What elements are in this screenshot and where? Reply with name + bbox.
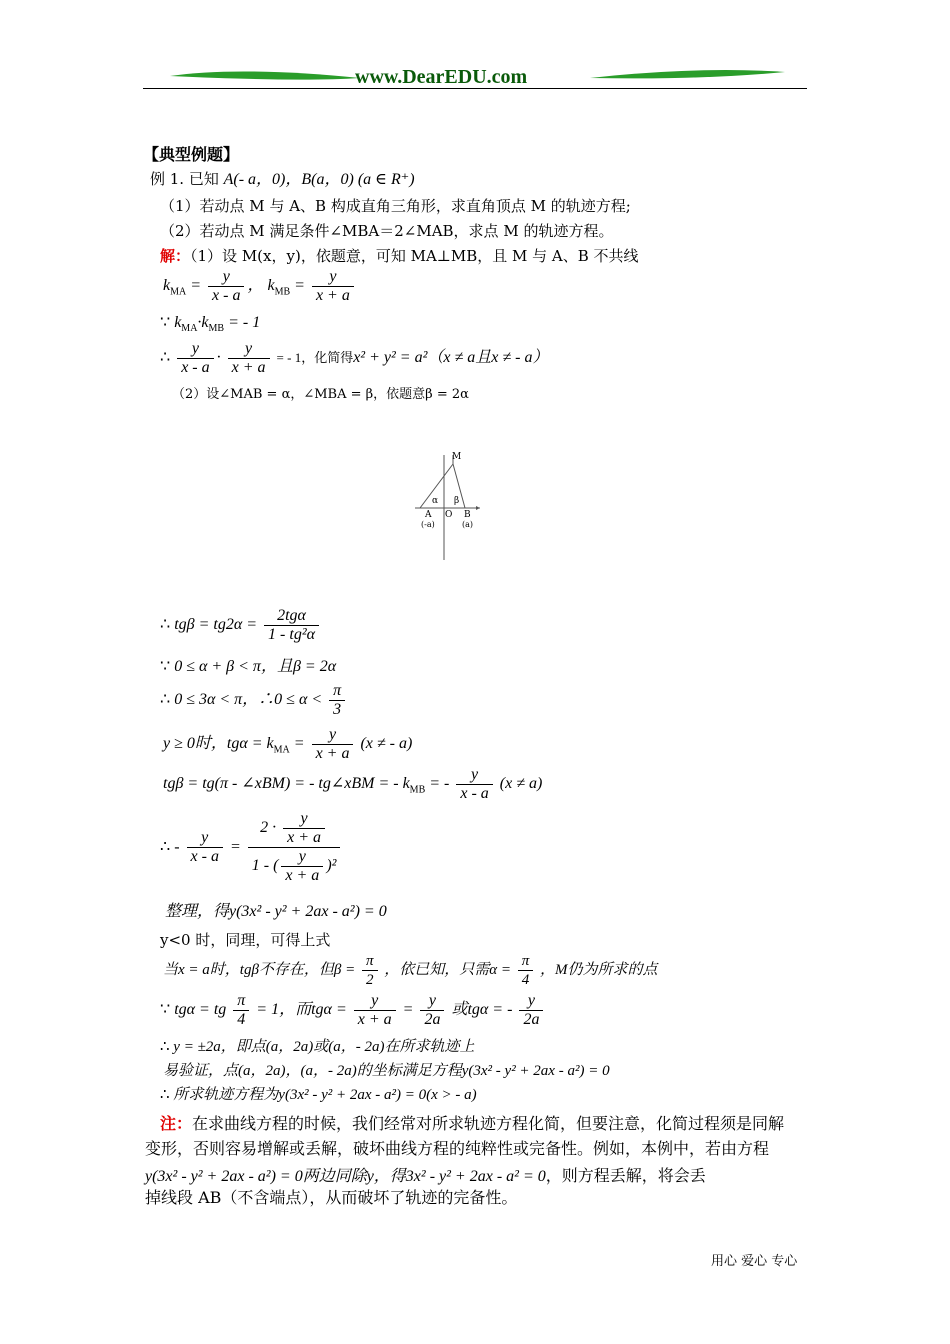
product-equals: = - 1 bbox=[228, 314, 261, 331]
y-nonneg-tail: (x ≠ - a) bbox=[360, 735, 413, 753]
pi-over-2 bbox=[362, 952, 378, 989]
fraction-denominator: x + a bbox=[285, 867, 320, 884]
tg-beta-tail: (x ≠ a) bbox=[499, 775, 543, 793]
tg-beta-line: tgβ = tg(π - ∠xBM) = - tg∠xBM = - $k_{MB}$ = - $\frac{y}{x - a}$ (x ≠ a) bbox=[163, 766, 543, 802]
fraction-denominator: 3 bbox=[333, 701, 342, 718]
tg-check-b: = 1，而tgα = bbox=[256, 1001, 347, 1019]
figure-label-b: B bbox=[464, 510, 471, 520]
example-intro bbox=[150, 169, 415, 190]
fraction-numerator: π bbox=[233, 992, 249, 1011]
because-symbol: ∵ bbox=[160, 1001, 171, 1019]
fraction-y-x-plus-a bbox=[354, 992, 396, 1029]
product-equation: ∴ $\frac{y}{x - a}$ · $\frac{y}{x + a}$ = - 1，化简得x² + y² = a²（x ≠ a且x ≠ - a） bbox=[160, 340, 549, 376]
final-answer-line bbox=[160, 1085, 477, 1105]
y-pm-line bbox=[160, 1037, 475, 1057]
figure-label-m: M bbox=[452, 452, 462, 462]
fraction-denominator: x + a bbox=[231, 359, 266, 376]
inner-fraction bbox=[283, 810, 325, 847]
fraction-numerator: π bbox=[329, 682, 345, 701]
fraction-kmb bbox=[312, 268, 354, 305]
fraction-denominator: 2a bbox=[424, 1011, 441, 1028]
big-denominator bbox=[248, 848, 341, 885]
perpendicular-condition: ∵ $k_{MA}\cdot k_{MB}$ = - 1 bbox=[160, 314, 261, 335]
figure-label-beta: β bbox=[454, 496, 460, 506]
fraction-numerator: y bbox=[312, 726, 354, 745]
or-tg-text: 或tgα = - bbox=[451, 1001, 513, 1019]
fraction-denominator: x - a bbox=[190, 848, 219, 865]
slope-definitions: $k_{MA}$ = $\frac{y}{x - a}$ ， $k_{MB}$ = $\frac{y}{x + a}$ bbox=[163, 268, 357, 305]
range-1-text: 0 ≤ α + β < π，且β = 2α bbox=[174, 658, 337, 675]
range-line-1 bbox=[160, 657, 336, 677]
figure-svg bbox=[415, 450, 505, 565]
double-angle-lhs: tgβ = tg2α = bbox=[174, 616, 258, 634]
y-negative-line: y<0 时，同理，可得上式 bbox=[160, 931, 331, 949]
tg-beta-text: tgβ = tg(π - ∠xBM) = - tg∠xBM = - k bbox=[163, 775, 410, 793]
fraction-y-over-x-minus-a bbox=[456, 766, 492, 803]
k-symbol: k bbox=[174, 314, 182, 331]
logo-text[interactable]: www.DearEDU.com bbox=[355, 66, 528, 88]
two-dot: 2 · bbox=[260, 819, 277, 837]
big-numerator bbox=[248, 810, 341, 848]
k-symbol: k bbox=[163, 277, 171, 295]
range-line-2 bbox=[160, 682, 348, 719]
figure-label-a-coord: (-a) bbox=[421, 520, 435, 529]
note-line-4: 掉线段 AB（不含端点），从而破坏了轨迹的完备性。 bbox=[145, 1188, 518, 1207]
solution-part2-intro: （2）设∠MAB = α，∠MBA = β，依题意β = 2α bbox=[172, 387, 469, 402]
therefore-symbol: ∴ bbox=[160, 616, 171, 634]
fraction-denominator: 1 - tg²α bbox=[268, 626, 316, 643]
range-2-text: 0 ≤ 3α < π，∴0 ≤ α < bbox=[174, 691, 323, 709]
final-answer-text: 所求轨迹方程为y(3x² - y² + 2ax - a²) = 0(x > - a) bbox=[173, 1087, 477, 1103]
x-equals-a-line bbox=[163, 952, 658, 989]
figure-label-o: O bbox=[445, 510, 453, 520]
lhs-fraction bbox=[187, 829, 223, 866]
x-equals-a-text: 当x = a时，tgβ不存在，但β = bbox=[163, 961, 356, 978]
tg-check-line: ∵ tgα = tg $\frac{\pi}{4}$ = 1，而tgα = $\frac{y}{x + a}$ = $\frac{y}{2a}$ 或tgα = - $\frac{y}{2a}$ bbox=[160, 992, 546, 1029]
x-equals-a-mid: ，依已知，只需α = bbox=[384, 961, 512, 978]
figure-label-alpha: α bbox=[432, 496, 439, 506]
fraction-numerator: y bbox=[519, 992, 543, 1011]
fraction-denominator: x + a bbox=[287, 829, 322, 846]
question-2: （2）若动点 M 满足条件∠MBA＝2∠MAB，求点 M 的轨迹方程。 bbox=[160, 222, 614, 240]
fraction-numerator: y bbox=[177, 340, 213, 359]
fraction-numerator: π bbox=[518, 952, 534, 971]
fraction-numerator: y bbox=[281, 848, 323, 867]
header-divider bbox=[143, 88, 807, 89]
footer-text: 用心 爱心 专心 bbox=[711, 1254, 798, 1269]
x-equals-a-tail: ，M仍为所求的点 bbox=[540, 961, 658, 978]
fraction-numerator: y bbox=[312, 268, 354, 287]
fraction-denominator: x + a bbox=[315, 745, 350, 762]
note-text-1: 在求曲线方程的时候，我们经常对所求轨迹方程化简，但要注意，化简过程须是同解 bbox=[192, 1114, 785, 1133]
fraction-numerator: y bbox=[208, 268, 244, 287]
fraction-denominator: 2 bbox=[366, 972, 374, 988]
k-symbol: k bbox=[201, 314, 209, 331]
organize-line: 整理，得y(3x² - y² + 2ax - a²) = 0 bbox=[165, 903, 387, 920]
note-line-2: 变形，否则容易增解或丢解，破坏曲线方程的纯粹性或完备性。例如，本例中，若由方程 bbox=[145, 1139, 770, 1158]
fraction-kma bbox=[208, 268, 244, 305]
big-fraction-equation: ∴ - $\frac{y}{x - a}$ = 2 · $\frac{y}{x + a}$ 1 - ( $\frac{y}{x + a}$ )² bbox=[160, 810, 343, 885]
note-line-3-text: ，则方程丢解，将会丢 bbox=[545, 1166, 706, 1185]
example-intro-math: A(- a，0)，B(a，0) (a ∈ R⁺) bbox=[223, 171, 415, 188]
question-1: （1）若动点 M 与 A、B 构成直角三角形，求直角顶点 M 的轨迹方程; bbox=[160, 197, 631, 215]
y-pm-text: y = ±2a，即点(a，2a)或(a，- 2a)在所求轨迹上 bbox=[173, 1039, 475, 1055]
fraction-y-2a-neg bbox=[519, 992, 543, 1029]
inner-fraction-2 bbox=[281, 848, 323, 885]
note-label: 注： bbox=[160, 1114, 193, 1133]
note-line-3 bbox=[145, 1163, 706, 1187]
fraction-numerator: y bbox=[187, 829, 223, 848]
pi-over-3 bbox=[329, 682, 345, 719]
fraction-denominator: 4 bbox=[521, 972, 530, 988]
figure-label-b-coord: (a) bbox=[462, 520, 474, 529]
example-intro-prefix: 例 1. 已知 bbox=[150, 170, 224, 188]
fraction-numerator: π bbox=[362, 952, 378, 971]
pi-over-4-b bbox=[233, 992, 249, 1029]
k-ma-subscript: MA bbox=[181, 323, 198, 335]
verify-line: 易验证，点(a，2a)，(a，- 2a)的坐标满足方程y(3x² - y² + 2ax - a²) = 0 bbox=[163, 1063, 610, 1079]
fraction-y-over-x-plus-a bbox=[312, 726, 354, 763]
solution-part1-text: （1）设 M(x，y)，依题意，可知 MA⊥MB，且 M 与 A、B 不共线 bbox=[190, 247, 639, 265]
k-ma-subscript: MA bbox=[170, 286, 187, 298]
rhs-big-fraction bbox=[248, 810, 341, 885]
one-minus: 1 - ( bbox=[251, 857, 279, 875]
y-nonneg-line: y ≥ 0时，$tg\alpha = k_{MA}$ = $\frac{y}{x + a}$ (x ≠ - a) bbox=[163, 726, 413, 762]
k-mb-subscript: MB bbox=[409, 784, 426, 796]
fraction-numerator: y bbox=[283, 810, 325, 829]
note-line-3-math: y(3x² - y² + 2ax - a²) = 0两边同除y，得3x² - y² + 2ax - a² = 0 bbox=[145, 1168, 546, 1185]
section-title: 【典型例题】 bbox=[143, 145, 240, 164]
therefore-symbol: ∴ bbox=[160, 1087, 170, 1103]
fraction-2 bbox=[228, 340, 270, 377]
k-mb-subscript: MB bbox=[274, 286, 291, 298]
fraction-denominator: x + a bbox=[315, 287, 350, 304]
pi-over-4 bbox=[518, 952, 534, 989]
fraction-1 bbox=[177, 340, 213, 377]
fraction-numerator: y bbox=[228, 340, 270, 359]
geometry-figure bbox=[415, 450, 505, 565]
fraction-denominator: x - a bbox=[181, 359, 210, 376]
double-angle-line bbox=[160, 607, 322, 644]
tg-check-a: tgα = tg bbox=[174, 1001, 227, 1019]
therefore-symbol: ∴ bbox=[160, 838, 171, 856]
figure-label-a: A bbox=[425, 510, 432, 520]
k-mb-subscript: MB bbox=[208, 323, 225, 335]
minus-sign: - bbox=[174, 838, 180, 856]
fraction-denominator: 2a bbox=[523, 1011, 540, 1028]
fraction-numerator: y bbox=[420, 992, 444, 1011]
k-ma-subscript: MA bbox=[273, 744, 290, 756]
fraction-y-2a bbox=[420, 992, 444, 1029]
solution-label: 解： bbox=[160, 247, 191, 265]
therefore-symbol: ∴ bbox=[160, 691, 171, 709]
solution-part1-intro bbox=[160, 246, 639, 266]
fraction-numerator: y bbox=[354, 992, 396, 1011]
fraction-denominator: x - a bbox=[212, 287, 241, 304]
fraction-denominator: x - a bbox=[460, 785, 489, 802]
fraction-numerator: 2tgα bbox=[264, 607, 319, 626]
y-nonneg-text: y ≥ 0时，tgα = k bbox=[163, 735, 274, 753]
fraction-denominator: 4 bbox=[237, 1011, 246, 1028]
square-close: )² bbox=[326, 857, 337, 875]
k-symbol: k bbox=[267, 277, 275, 295]
fraction-numerator: y bbox=[456, 766, 492, 785]
therefore-symbol: ∴ bbox=[160, 1039, 170, 1055]
simplified-prefix: = - 1，化简得 bbox=[276, 350, 354, 366]
double-angle-fraction bbox=[264, 607, 319, 644]
because-symbol: ∵ bbox=[160, 658, 171, 675]
simplified-equation: x² + y² = a²（x ≠ a且x ≠ - a） bbox=[353, 349, 549, 367]
note-line-1 bbox=[160, 1114, 784, 1134]
fraction-denominator: x + a bbox=[357, 1011, 392, 1028]
therefore-symbol: ∴ bbox=[160, 349, 171, 367]
because-symbol: ∵ bbox=[160, 314, 171, 331]
